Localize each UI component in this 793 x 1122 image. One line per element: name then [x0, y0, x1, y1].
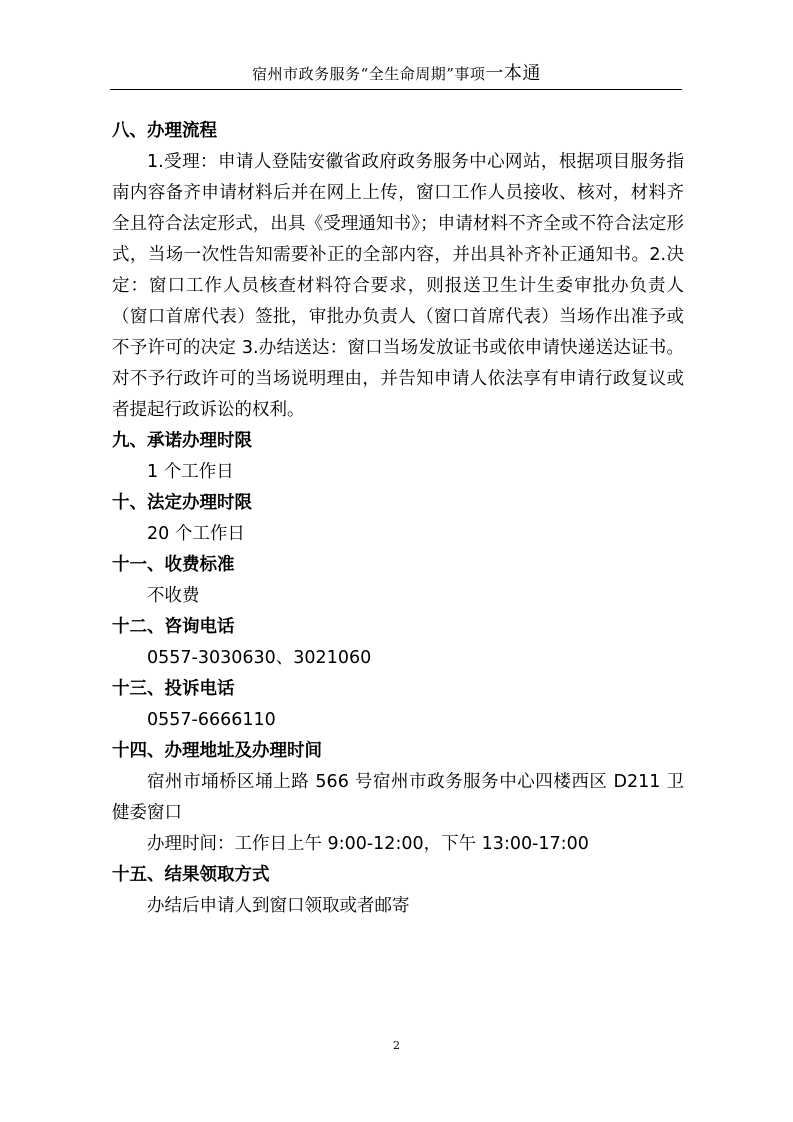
page-header [0, 59, 793, 85]
section-heading-11: 十一、收费标准 [112, 555, 235, 575]
section-body-12: 0557-3030630、3021060 [147, 648, 372, 668]
section-body-13: 0557-6666110 [147, 710, 276, 730]
page-number: 2 [393, 1039, 400, 1052]
header-divider [110, 89, 682, 90]
section-heading-15: 十五、结果领取方式 [112, 865, 270, 885]
section-heading-9: 九、承诺办理时限 [112, 431, 252, 451]
header-title-suffix: 一本通 [485, 63, 541, 84]
section-heading-8: 八、办理流程 [112, 121, 217, 141]
section-heading-10: 十、法定办理时限 [112, 493, 252, 513]
section-body-10: 20 个工作日 [147, 524, 245, 544]
section-body-11: 不收费 [147, 586, 200, 606]
section-body-9: 1 个工作日 [147, 462, 234, 482]
document-body [112, 116, 684, 922]
section-body-15: 办结后申请人到窗口领取或者邮寄 [147, 896, 410, 916]
section-body-8: 1.受理：申请人登陆安徽省政府政务服务中心网站，根据项目服务指南内容备齐申请材料后并在网上上传，窗口工作人员接收、核对，材料齐全且符合法定形式，出具《受理通知书》；申请材料不齐全或不符合法定形式，当场一次性告知需要补正的全部内容，并出具补齐补正通知书。2.决定：窗口工作人员核查材料符合要求，则报送卫生计生委审批办负责人（窗口首席代表）签批，审批办负责人（窗口首席代表）当场作出准予或不予许可的决定 3.办结送达：窗口当场发放证书或依申请快递送达证书。对不予行政许可的当场说明理由，并告知申请人依法享有申请行政复议或者提起行政诉讼的权利。 [112, 152, 684, 420]
section-body-14-hours: 办理时间：工作日上午 9:00-12:00，下午 13:00-17:00 [147, 834, 589, 854]
header-title: 宿州市政务服务“全生命周期”事项 [252, 65, 486, 83]
section-body-14-address: 宿州市埇桥区埇上路 566 号宿州市政务服务中心四楼西区 D211 卫健委窗口 [112, 772, 684, 823]
section-heading-12: 十二、咨询电话 [112, 617, 235, 637]
section-heading-13: 十三、投诉电话 [112, 679, 235, 699]
section-heading-14: 十四、办理地址及办理时间 [112, 741, 322, 761]
